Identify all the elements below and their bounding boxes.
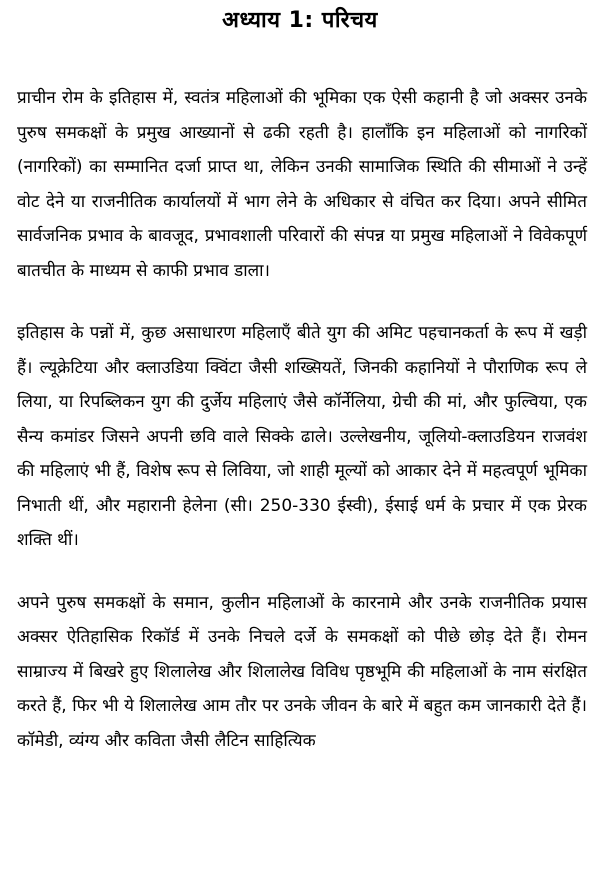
chapter-title: अध्याय 1: परिचय [222, 8, 378, 33]
chapter-body [17, 81, 587, 786]
paragraph-3: अपने पुरुष समकक्षों के समान, कुलीन महिलाओं के कारनामे और उनके राजनीतिक प्रयास अक्सर ऐतिहासिक रिकॉर्ड में उनके निचले दर्जे के समकक्षों को पीछे छोड़ देते हैं। रोमन साम्राज्य में बिखरे हुए शिलालेख और शिलालेख विविध पृष्ठभूमि की महिलाओं के नाम संरक्षित करते हैं, फिर भी ये शिलालेख आम तौर पर उनके जीवन के बारे में बहुत कम जानकारी देते हैं। कॉमेडी, व्यंग्य और कविता जैसी लैटिन साहित्यिक [17, 592, 587, 751]
paragraph-1: प्राचीन रोम के इतिहास में, स्वतंत्र महिलाओं की भूमिका एक ऐसी कहानी है जो अक्सर उनके पुरुष समकक्षों के प्रमुख आख्यानों से ढकी रहती है। हालाँकि इन महिलाओं को नागरिकों (नागरिकों) का सम्मानित दर्जा प्राप्त था, लेकिन उनकी सामाजिक स्थिति की सीमाओं ने उन्हें वोट देने या राजनीतिक कार्यालयों में भाग लेने के अधिकार से वंचित कर दिया। अपने सीमित सार्वजनिक प्रभाव के बावजूद, प्रभावशाली परिवारों की संपन्न या प्रमुख महिलाओं ने विवेकपूर्ण बातचीत के माध्यम से काफी प्रभाव डाला। [17, 88, 587, 281]
paragraph-2: इतिहास के पन्नों में, कुछ असाधारण महिलाएँ बीते युग की अमिट पहचानकर्ता के रूप में खड़ी हैं। ल्यूक्रेटिया और क्लाउडिया क्विंटा जैसी शख्सियतें, जिनकी कहानियों ने पौराणिक रूप ले लिया, या रिपब्लिकन युग की दुर्जेय महिलाएं जैसे कॉर्नेलिया, ग्रेची की मां, और फुल्विया, एक सैन्य कमांडर जिसने अपनी छवि वाले सिक्के ढाले। उल्लेखनीय, जूलियो-क्लाउडियन राजवंश की महिलाएं भी हैं, विशेष रूप से लिविया, जो शाही मूल्यों को आकार देने में महत्वपूर्ण भूमिका निभाती थीं, और महारानी हेलेना (सी। 250-330 ईस्वी), ईसाई धर्म के प्रचार में एक प्रेरक शक्ति थीं। [17, 323, 587, 550]
